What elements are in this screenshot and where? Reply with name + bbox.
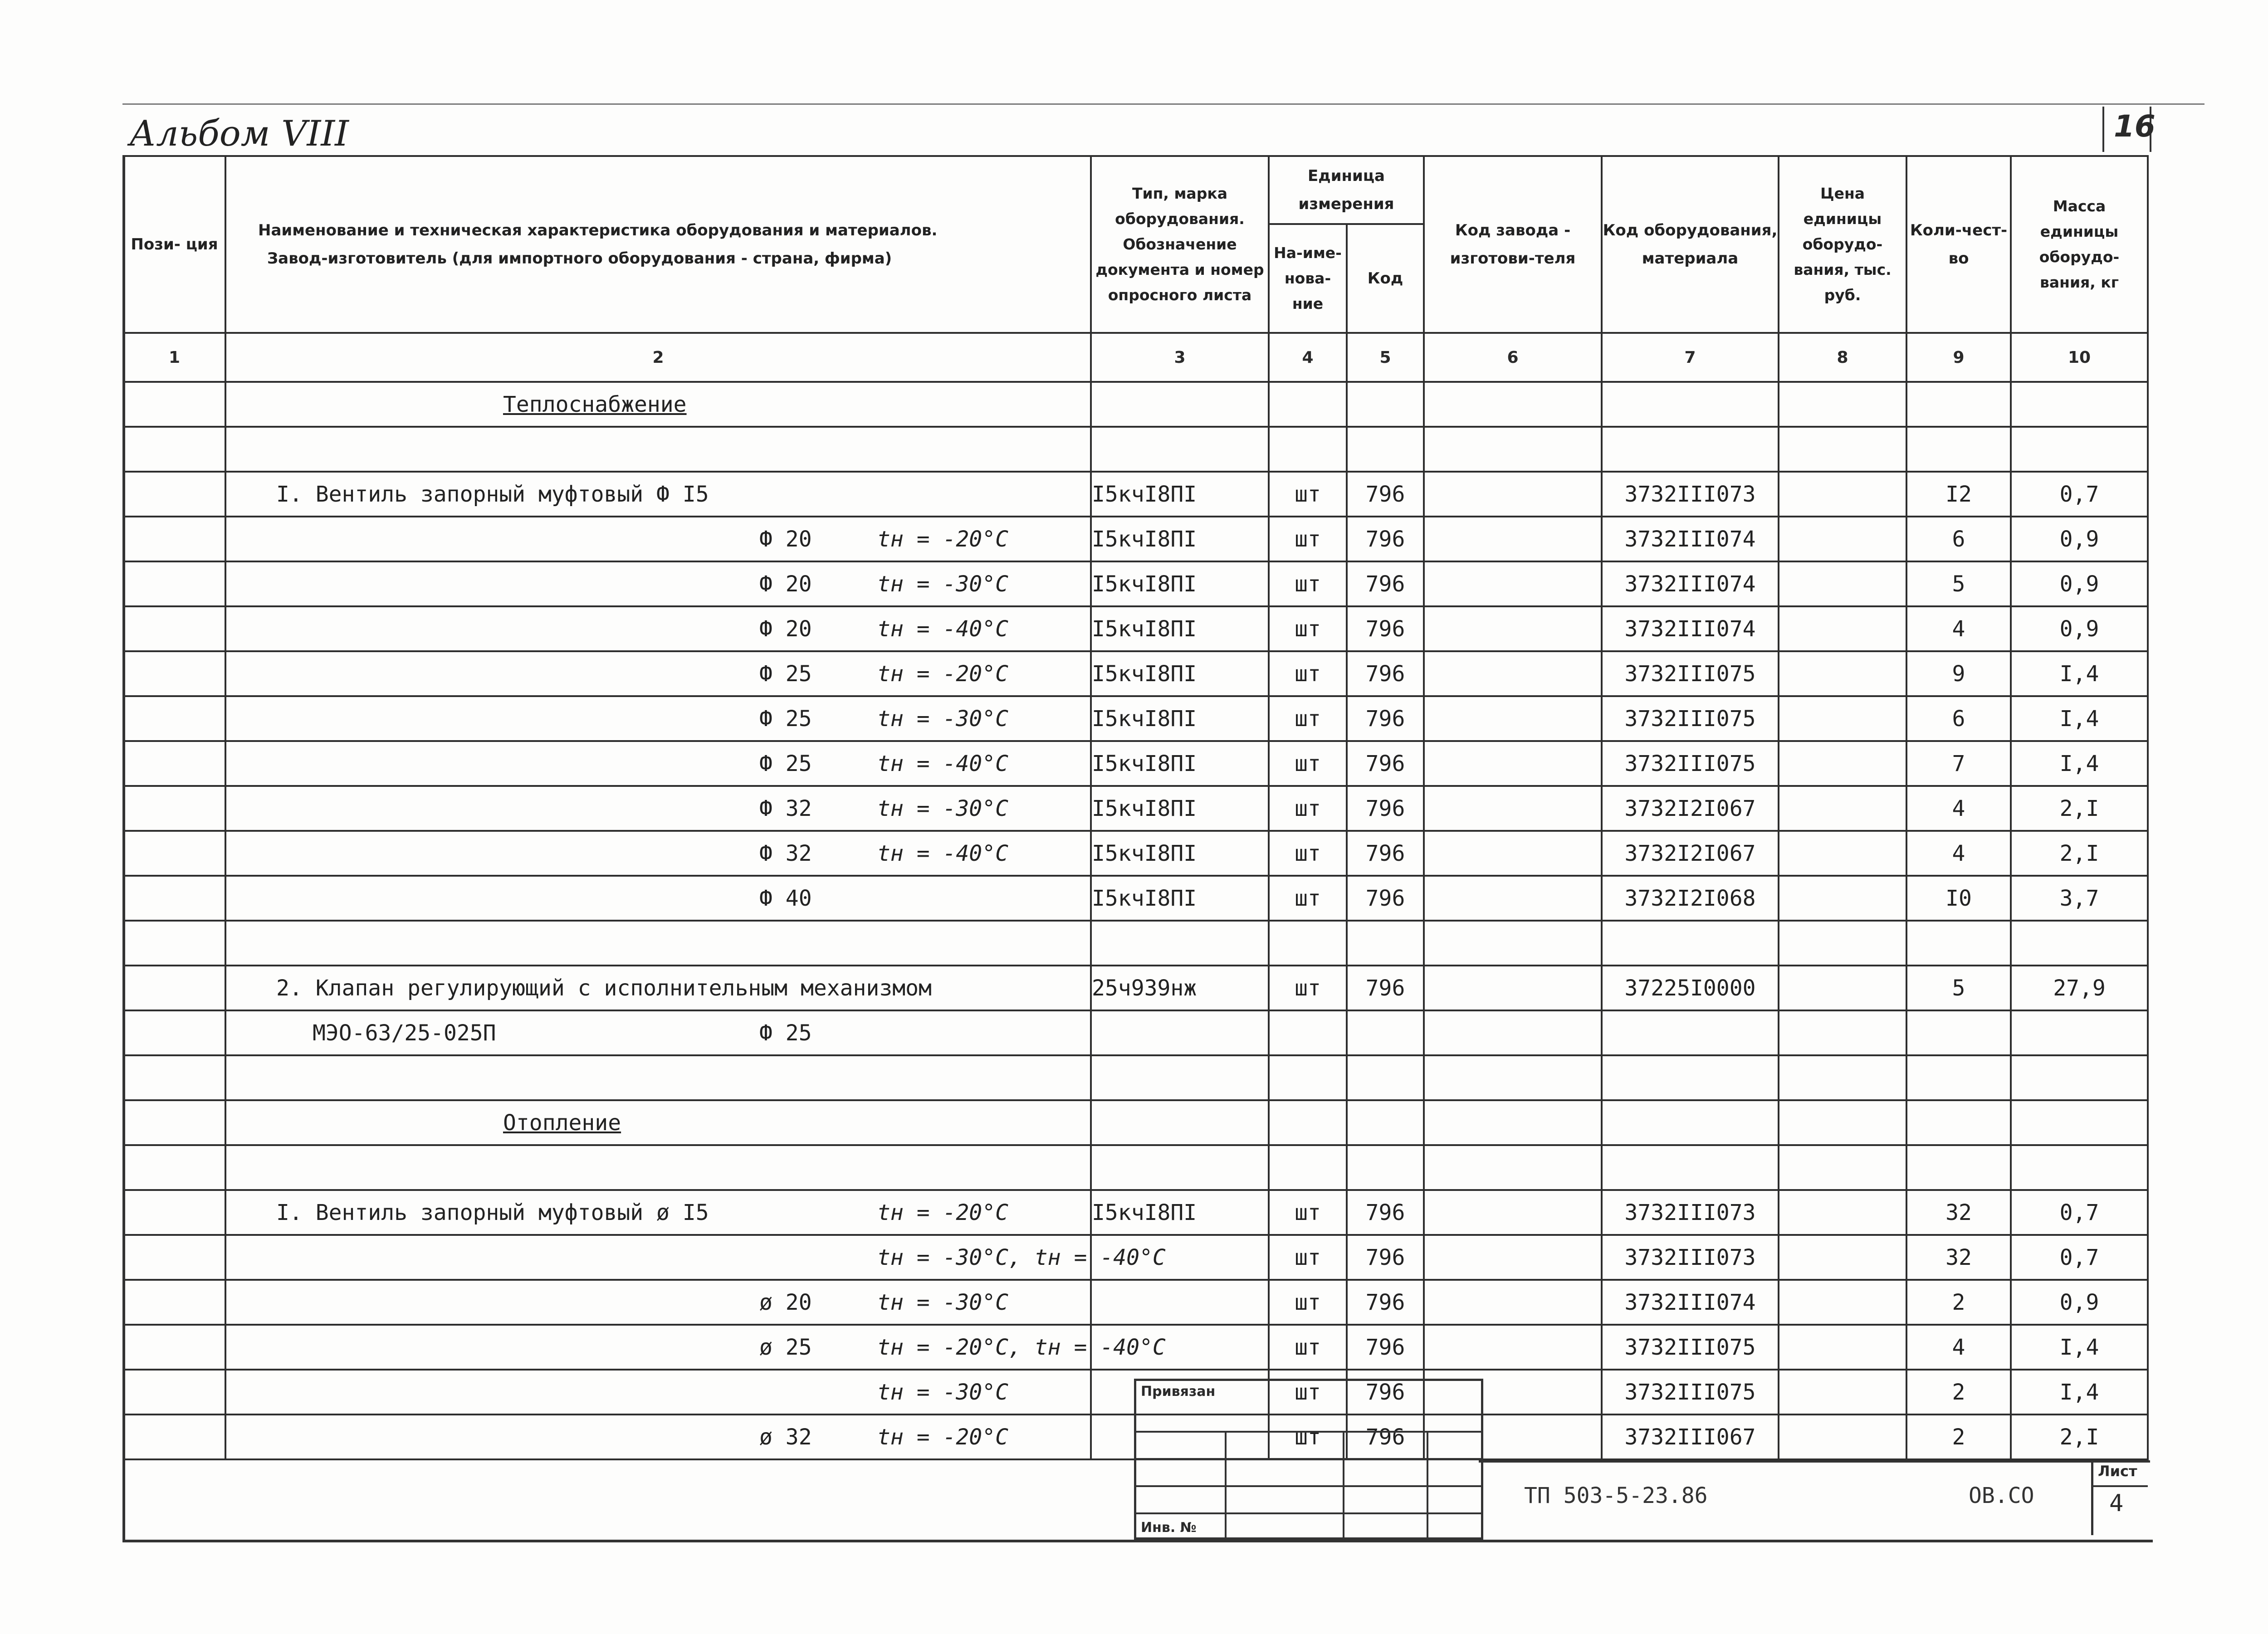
unit-code: 796 [1365, 1200, 1405, 1225]
unit-mass: 0,7 [2059, 1200, 2099, 1225]
quantity: 2 [1952, 1289, 1965, 1315]
equipment-code: 3732III074 [1624, 571, 1756, 597]
col-header-equipment-code: Код оборудования, материала [1602, 156, 1779, 333]
unit-name: шт [1295, 840, 1321, 866]
col-number: 5 [1347, 333, 1424, 382]
col-number: 4 [1269, 333, 1347, 382]
type-mark: I5кчI8ПI [1092, 1200, 1197, 1225]
design-temperature: tн = -40°С [877, 616, 1008, 642]
unit-code: 796 [1365, 795, 1405, 821]
col-header-price: Цена единицы оборудо-вания, тыс. руб. [1779, 156, 1906, 333]
unit-name: шт [1295, 706, 1321, 732]
unit-name: шт [1295, 1424, 1321, 1450]
quantity: 4 [1952, 840, 1965, 866]
nominal-diameter: ø 20 [759, 1289, 812, 1315]
design-temperature: tн = -30°С [877, 795, 1008, 821]
unit-name: шт [1295, 661, 1321, 687]
unit-code: 796 [1365, 1244, 1405, 1270]
unit-name: шт [1295, 885, 1321, 911]
section-title: Отопление [503, 1110, 621, 1136]
equipment-code: 3732III075 [1624, 1334, 1756, 1360]
equipment-code: 3732I2I067 [1624, 840, 1756, 866]
quantity: 2 [1952, 1424, 1965, 1450]
page-number: 16 [2114, 109, 2156, 144]
document-suffix: ОВ.СО [1969, 1483, 2034, 1508]
type-mark: I5кчI8ПI [1092, 571, 1197, 597]
unit-code: 796 [1365, 751, 1405, 776]
design-temperature: tн = -20°С [877, 661, 1008, 687]
equipment-code: 3732III073 [1624, 1200, 1756, 1225]
nominal-diameter: ø 32 [759, 1424, 812, 1450]
quantity: 9 [1952, 661, 1965, 687]
design-temperature: tн = -20°С [877, 526, 1008, 552]
unit-name: шт [1295, 795, 1321, 821]
nominal-diameter: Ф 20 [759, 616, 812, 642]
stamp-line [1136, 1431, 1481, 1433]
quantity: 32 [1945, 1200, 1972, 1225]
quantity: 4 [1952, 1334, 1965, 1360]
unit-mass: 2,I [2059, 795, 2099, 821]
section-title: Теплоснабжение [503, 391, 687, 417]
design-temperature: tн = -40°С [877, 840, 1008, 866]
quantity: 6 [1952, 706, 1965, 732]
unit-name: шт [1295, 1379, 1321, 1405]
col-header-quantity: Коли-чест-во [1906, 156, 2011, 333]
unit-code: 796 [1365, 1289, 1405, 1315]
equipment-code: 3732III067 [1624, 1424, 1756, 1450]
stamp-attached-label: Привязан [1141, 1384, 1216, 1400]
design-temperature: tн = -20°С [877, 1424, 1008, 1450]
unit-name: шт [1295, 616, 1321, 642]
nominal-diameter: ø 25 [759, 1334, 812, 1360]
quantity: 4 [1952, 616, 1965, 642]
col-header-unit-group: Единица измерения [1269, 156, 1424, 224]
col-number: 1 [123, 333, 225, 382]
unit-code: 796 [1365, 706, 1405, 732]
equipment-code: 3732III075 [1624, 751, 1756, 776]
nominal-diameter: Ф 25 [759, 751, 812, 776]
design-temperature: tн = -30°С, tн = -40°С [877, 1244, 1166, 1270]
nominal-diameter: Ф 25 [759, 1020, 812, 1046]
col-number: 7 [1602, 333, 1779, 382]
equipment-code: 3732III075 [1624, 706, 1756, 732]
stamp-divider [1343, 1431, 1344, 1537]
document-number: ТП 503-5-23.86 [1524, 1483, 1708, 1508]
type-mark: I5кчI8ПI [1092, 885, 1197, 911]
design-temperature: tн = -20°С [877, 1200, 1008, 1225]
col-number: 10 [2011, 333, 2148, 382]
col-header-name: Наименование и техническая характеристика оборудования и материалов. Завод-изготовитель (для импортного оборудования - страна, фирма) [225, 156, 1091, 333]
nominal-diameter: Ф 20 [759, 571, 812, 597]
equipment-code: 3732III074 [1624, 1289, 1756, 1315]
unit-code: 796 [1365, 481, 1405, 507]
unit-code: 796 [1365, 526, 1405, 552]
quantity: I0 [1945, 885, 1972, 911]
quantity: 2 [1952, 1379, 1965, 1405]
unit-mass: I,4 [2059, 661, 2099, 687]
equipment-code: 3732III075 [1624, 661, 1756, 687]
unit-mass: 0,9 [2059, 616, 2099, 642]
unit-code: 796 [1365, 661, 1405, 687]
quantity: 4 [1952, 795, 1965, 821]
design-temperature: tн = -40°С [877, 751, 1008, 776]
item-name: 2. Клапан регулирующий с исполнительным механизмом [276, 975, 932, 1001]
quantity: 6 [1952, 526, 1965, 552]
unit-name: шт [1295, 975, 1321, 1001]
sheet-frame [122, 156, 2153, 1542]
unit-mass: 2,I [2059, 840, 2099, 866]
sheet-box-line [2091, 1485, 2148, 1487]
top-rule [122, 103, 2204, 105]
col-header-position: Пози- ция [123, 156, 225, 333]
sheet-number: 4 [2109, 1490, 2124, 1517]
type-mark: I5кчI8ПI [1092, 481, 1197, 507]
unit-mass: I,4 [2059, 1334, 2099, 1360]
col-header-plant-code: Код завода - изготови-теля [1424, 156, 1602, 333]
type-mark: I5кчI8ПI [1092, 795, 1197, 821]
nominal-diameter: Ф 25 [759, 706, 812, 732]
col-number: 8 [1779, 333, 1906, 382]
equipment-code: 3732III074 [1624, 616, 1756, 642]
stamp-line [1136, 1485, 1481, 1487]
equipment-code: 3732I2I067 [1624, 795, 1756, 821]
unit-name: шт [1295, 1334, 1321, 1360]
album-title: Альбом VIII [129, 113, 349, 154]
unit-mass: I,4 [2059, 1379, 2099, 1405]
col-number: 2 [225, 333, 1091, 382]
col-header-unit-code: Код [1347, 224, 1424, 333]
type-mark: I5кчI8ПI [1092, 751, 1197, 776]
unit-code: 796 [1365, 840, 1405, 866]
unit-mass: I,4 [2059, 706, 2099, 732]
unit-name: шт [1295, 526, 1321, 552]
quantity: I2 [1945, 481, 1972, 507]
nominal-diameter: Ф 25 [759, 661, 812, 687]
unit-code: 796 [1365, 616, 1405, 642]
equipment-code: 3732I2I068 [1624, 885, 1756, 911]
equipment-code: 3732III073 [1624, 1244, 1756, 1270]
unit-code: 796 [1365, 1424, 1405, 1450]
col-number: 9 [1906, 333, 2011, 382]
design-temperature: tн = -30°С [877, 1379, 1008, 1405]
item-name: I. Вентиль запорный муфтовый ø I5 [276, 1200, 709, 1225]
type-mark: I5кчI8ПI [1092, 840, 1197, 866]
quantity: 5 [1952, 571, 1965, 597]
equipment-code: 3732III074 [1624, 526, 1756, 552]
unit-mass: 0,9 [2059, 1289, 2099, 1315]
col-header-mass: Масса единицы оборудо-вания, кг [2011, 156, 2148, 333]
unit-mass: 0,9 [2059, 526, 2099, 552]
quantity: 7 [1952, 751, 1965, 776]
equipment-code: 3732III075 [1624, 1379, 1756, 1405]
design-temperature: tн = -30°С [877, 571, 1008, 597]
equipment-code: 37225I0000 [1624, 975, 1756, 1001]
unit-mass: 3,7 [2059, 885, 2099, 911]
type-mark: I5кчI8ПI [1092, 661, 1197, 687]
stamp-inv-label: Инв. № [1141, 1520, 1197, 1536]
unit-mass: 0,7 [2059, 481, 2099, 507]
unit-mass: 27,9 [2053, 975, 2106, 1001]
type-mark: I5кчI8ПI [1092, 706, 1197, 732]
unit-code: 796 [1365, 1379, 1405, 1405]
unit-name: шт [1295, 1200, 1321, 1225]
unit-name: шт [1295, 571, 1321, 597]
nominal-diameter: Ф 32 [759, 795, 812, 821]
unit-code: 796 [1365, 975, 1405, 1001]
title-stamp [1134, 1379, 1483, 1540]
col-number: 6 [1424, 333, 1602, 382]
stamp-line [1136, 1458, 1481, 1460]
equipment-code: 3732III073 [1624, 481, 1756, 507]
quantity: 5 [1952, 975, 1965, 1001]
stamp-divider [1225, 1431, 1227, 1537]
item-model: МЭО-63/25-025П [313, 1020, 496, 1046]
unit-name: шт [1295, 1289, 1321, 1315]
item-name: I. Вентиль запорный муфтовый Ф I5 [276, 481, 709, 507]
nominal-diameter: Ф 32 [759, 840, 812, 866]
unit-mass: 2,I [2059, 1424, 2099, 1450]
unit-name: шт [1295, 481, 1321, 507]
col-number: 3 [1091, 333, 1269, 382]
unit-name: шт [1295, 751, 1321, 776]
sheet-label: Лист [2098, 1463, 2137, 1480]
type-mark: 25ч939нж [1092, 975, 1197, 1001]
stamp-divider [1427, 1431, 1428, 1537]
design-temperature: tн = -20°С, tн = -40°С [877, 1334, 1166, 1360]
design-temperature: tн = -30°С [877, 706, 1008, 732]
nominal-diameter: Ф 40 [759, 885, 812, 911]
nominal-diameter: Ф 20 [759, 526, 812, 552]
unit-code: 796 [1365, 571, 1405, 597]
unit-name: шт [1295, 1244, 1321, 1270]
unit-code: 796 [1365, 1334, 1405, 1360]
col-header-unit-name: На-име-нова-ние [1269, 224, 1347, 333]
design-temperature: tн = -30°С [877, 1289, 1008, 1315]
stamp-line [1136, 1512, 1481, 1514]
unit-mass: 0,7 [2059, 1244, 2099, 1270]
unit-mass: 0,9 [2059, 571, 2099, 597]
unit-mass: I,4 [2059, 751, 2099, 776]
quantity: 32 [1945, 1244, 1972, 1270]
type-mark: I5кчI8ПI [1092, 616, 1197, 642]
col-header-type: Тип, марка оборудования. Обозначение документа и номер опросного листа [1091, 156, 1269, 333]
unit-code: 796 [1365, 885, 1405, 911]
type-mark: I5кчI8ПI [1092, 526, 1197, 552]
